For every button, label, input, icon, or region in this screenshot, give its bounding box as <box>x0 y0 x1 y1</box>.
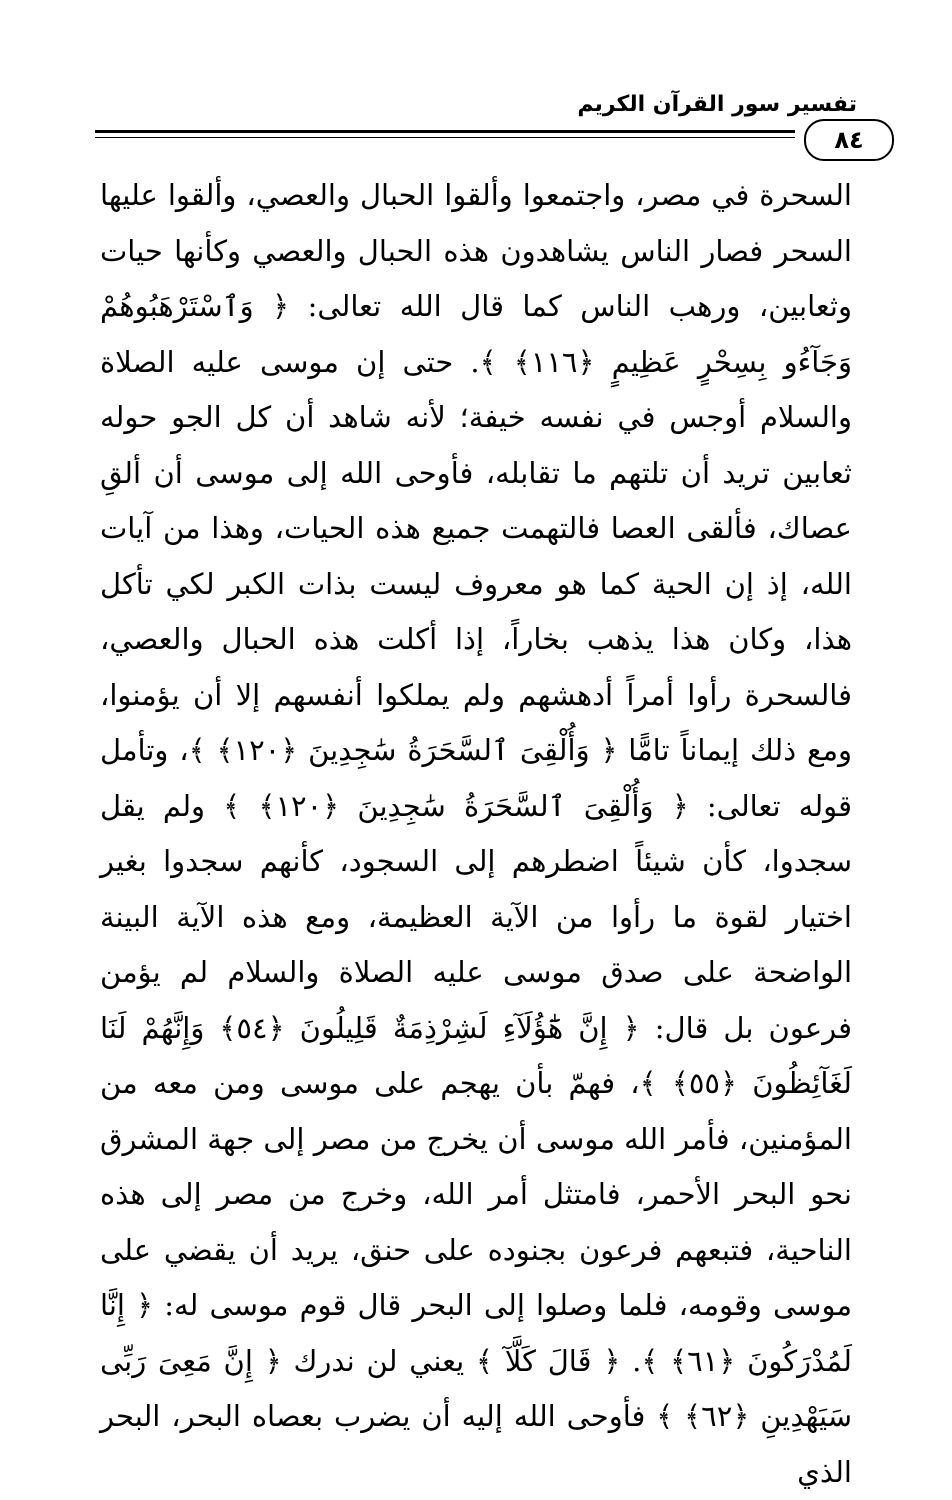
body-text: السحرة في مصر، واجتمعوا وألقوا الحبال والعصي، وألقوا عليها السحر فصار الناس يشاهدون هذه الحبال والعصي وكأنها حيات وثعابين، ورهب الناس كما قال الله تعالى: ﴿ وَٱسْتَرْهَبُوهُمْ وَجَآءُو بِسِحْرٍ عَظِيمٍ ﴿١١٦﴾ ﴾. حتى إن موسى عليه الصلاة والسلام أوجس في نفسه خيفة؛ لأنه شاهد أن كل الجو حوله ثعابين تريد أن تلتهم ما تقابله، فأوحى الله إلى موسى أن ألقِ عصاك، فألقى العصا فالتهمت جميع هذه الحيات، وهذا من آيات الله، إذ إن الحية كما هو معروف ليست بذات الكبر لكي تأكل هذا، وكان هذا يذهب بخاراً، إذا أكلت هذه الحبال والعصي، فالسحرة رأوا أمراً أدهشهم ولم يملكوا أنفسهم إلا أن يؤمنوا، ومع ذلك إيماناً تامًّا ﴿ وَأُلْقِىَ ٱلسَّحَرَةُ سَٰجِدِينَ ﴿١٢٠﴾ ﴾، وتأمل قوله تعالى: ﴿ وَأُلْقِىَ ٱلسَّحَرَةُ سَٰجِدِينَ ﴿١٢٠﴾ ﴾ ولم يقل سجدوا، كأن شيئاً اضطرهم إلى السجود، كأنهم سجدوا بغير اختيار لقوة ما رأوا من الآية العظيمة، ومع هذه الآية البينة الواضحة على صدق موسى عليه الصلاة والسلام لم يؤمن فرعون بل قال: ﴿ إِنَّ هَٰٓؤُلَآءِ لَشِرْذِمَةٌ قَلِيلُونَ ﴿٥٤﴾ وَإِنَّهُمْ لَنَا لَغَآئِظُونَ ﴿٥٥﴾ ﴾، فهمّ بأن يهجم على موسى ومن معه من المؤمنين، فأمر الله موسى أن يخرج من مصر إلى جهة المشرق نحو البحر الأحمر، فامتثل أمر الله، وخرج من مصر إلى هذه الناحية، فتبعهم فرعون بجنوده على حنق، يريد أن يقضي على موسى وقومه، فلما وصلوا إلى البحر قال قوم موسى له: ﴿ إِنَّا لَمُدْرَكُونَ ﴿٦١﴾ ﴾. ﴿ قَالَ كَلَّآ ﴾ يعني لن ندرك ﴿ إِنَّ مَعِىَ رَبِّى سَيَهْدِينِ ﴿٦٢﴾ ﴾ فأوحى الله إليه أن يضرب بعصاه البحر، البحر الذي <box>100 178 853 1489</box>
header-rule <box>95 130 795 133</box>
running-header-title: تفسير سور القرآن الكريم <box>577 92 857 117</box>
page-number-badge: ٨٤ <box>804 119 894 161</box>
header-rule-thin <box>95 137 795 138</box>
